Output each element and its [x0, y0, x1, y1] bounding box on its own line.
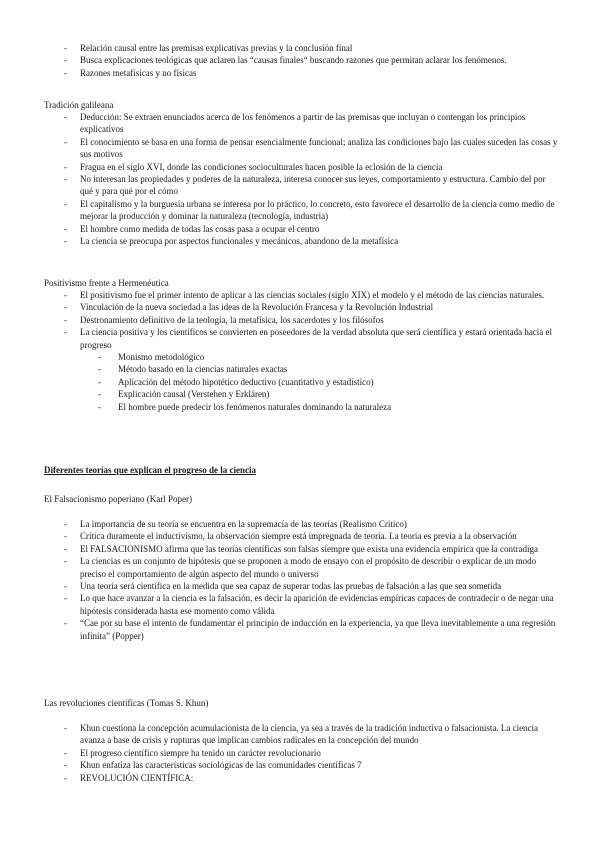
list-item: - Relación causal entre las premisas explicativas previas y la conclusión final [0, 42, 600, 54]
list-item: - Fragua en el siglo XVI, donde las condiciones socioculturales hacen posible la eclosión de la ciencia [0, 161, 600, 173]
sub-list-item: - Método basado en la ciencias naturales exactas [0, 363, 600, 375]
sub-list-item: - El hombre puede predecir los fenómenos naturales dominando la naturaleza [0, 401, 600, 413]
list-item: - El capitalismo y la burguesía urbana se interesa por lo práctico, lo concreto, esto favorece el desarrollo de la ciencia como medio de mejorar la producción y dominar la naturaleza (tecnología, industria) [0, 198, 600, 223]
kuhn-list [0, 722, 600, 784]
list-item: - Razones metafísicas y no físicas [0, 67, 600, 79]
list-item: - El progreso científico siempre ha tenido un carácter revolucionario [0, 747, 600, 759]
list-item: - Vinculación de la nueva sociedad a las ideas de la Revolución Francesa y la Revolución Industrial [0, 301, 600, 313]
list-item: - No interesan las propiedades y poderes de la naturaleza, interesa conocer sus leyes, comportamiento y estructura. Cambio del por qué y para qué por el cómo [0, 173, 600, 198]
list-item: - La ciencia se preocupa por aspectos funcionales y mecánicos, abandono de la metafísica [0, 235, 600, 247]
list-item: - Busca explicaciones teológicas que aclaren las “causas finales“ buscando razones que permitan aclarar los fenómenos. [0, 54, 600, 66]
list-item: - Crítica duramente el inductivismo, la observación siempre está impregnada de teoría. La teoría es previa a la observación [0, 530, 600, 542]
list-item: - Destronamiento definitivo de la teología, la metafísica, los sacerdotes y los filósofos [0, 314, 600, 326]
list-item: - “Cae por su base el intento de fundamentar el principio de inducción en la experiencia, ya que lleva inevitablemente a una regresión infinita” (Popper) [0, 617, 600, 642]
list-item: - La ciencia positiva y los científicos se convierten en poseedores de la verdad absoluta que será científica y estará orientada hacia el progreso [0, 326, 600, 351]
section-title-revoluciones: Las revoluciones científicas (Tomas S. Khun) [44, 698, 209, 708]
section-title-positivismo: Positivismo frente a Hermenéutica [44, 278, 169, 288]
list-item: - Deducción: Se extraen enunciados acerca de los fenómenos a partir de las premisas que incluyan o contengan los principios explicativos [0, 111, 600, 136]
list-item: - REVOLUCIÓN CIENTÍFICA: [0, 772, 600, 784]
list-item: - Khun enfatiza las características sociológicas de las comunidades científicas 7 [0, 759, 600, 771]
list-item: - El hombre como medida de todas las cosas pasa a ocupar el centro [0, 223, 600, 235]
sub-list-item: - Monismo metodológico [0, 351, 600, 363]
section-title-falsacionismo: El Falsacionismo poperiano (Karl Poper) [44, 494, 192, 504]
heading-diferentes-teorias: Diferentes teorías que explican el progreso de la ciencia [44, 465, 256, 475]
list-item: - La importancia de su teoría se encuentra en la supremacía de las teorías (Realismo Crítico) [0, 518, 600, 530]
popper-list [0, 518, 600, 642]
positivismo-list [0, 289, 600, 413]
section-title-tradicion-galileana: Tradición galileana [44, 100, 114, 110]
tradicion-list [0, 111, 600, 247]
list-item: - Lo que hace avanzar a la ciencia es la falsación, es decir la aparición de evidencias empíricas capaces de contradecir o de negar una hipótesis considerada hasta ese momento como válida [0, 592, 600, 617]
sub-list-item: - Aplicación del método hipotético deductivo (cuantitativo y estadístico) [0, 376, 600, 388]
list-item: - El positivismo fue el primer intento de aplicar a las ciencias sociales (siglo XIX) el modelo y el método de las ciencias naturales. [0, 289, 600, 301]
intro-list [0, 42, 600, 79]
list-item: - La ciencias es un conjunto de hipótesis que se proponen a modo de ensayo con el propósito de describir o explicar de un modo preciso el comportamiento de algún aspecto del mundo o universo [0, 555, 600, 580]
list-item: - Khun cuestiona la concepción acumulacionista de la ciencia, ya sea a través de la tradición inductiva o falsacionista. La ciencia avanza a base de crisis y rupturas que implican cambios radicales en la concepción del mundo [0, 722, 600, 747]
list-item: - El FALSACIONISMO afirma que las teorías científicas son falsas siempre que exista una evidencia empírica que la contradiga [0, 543, 600, 555]
list-item: - El conocimiento se basa en una forma de pensar esencialmente funcional; analiza las condiciones bajo las cuales suceden las cosas y sus motivos [0, 136, 600, 161]
sub-list-item: - Explicación causal (Verstehen y Erklären) [0, 388, 600, 400]
list-item: - Una teoría será científica en la medida que sea capaz de superar todas las pruebas de falsación a las que sea sometida [0, 580, 600, 592]
